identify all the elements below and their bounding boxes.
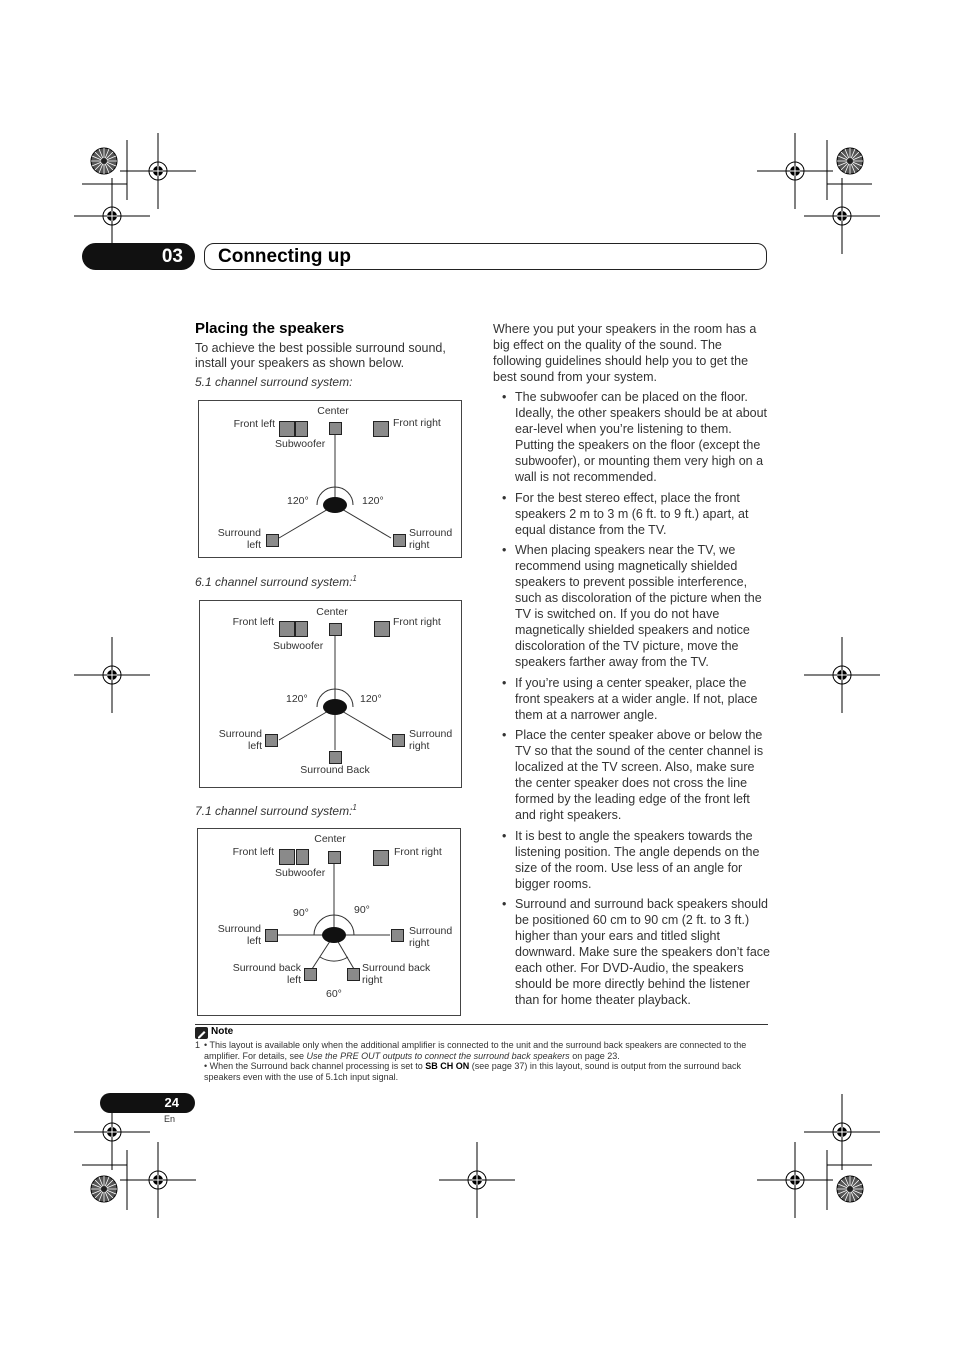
label-angle-left: 90° [293,907,309,919]
speaker-surround-left [265,734,278,747]
section-title: Placing the speakers [195,320,345,337]
label-angle-right: 120° [360,693,382,705]
label-subwoofer: Subwoofer [275,438,326,450]
label-center: Center [317,405,349,417]
speaker-front-left [279,849,295,865]
speaker-center [329,422,342,435]
speaker-surround-back-left [304,968,317,981]
label-surround-back: Surround Back [300,764,370,776]
chapter-number: 03 [161,246,183,267]
speaker-surround-right [392,734,405,747]
guidelines-list [493,389,773,1013]
speaker-surround-right [393,534,406,547]
label-angle-left: 120° [286,693,308,705]
guidelines-intro: Where you put your speakers in the room has a big effect on the quality of the sound. The following guidelines should help you to get the best sound from your system. [493,322,757,384]
label-angle-right: 120° [362,495,384,507]
label-center: Center [314,833,346,845]
chapter-title: Connecting up [218,246,351,267]
section-intro: To achieve the best possible surround sound, install your speakers as shown below. [195,341,446,370]
label-angle-back: 60° [326,988,342,1000]
label-angle-left: 120° [287,495,309,507]
label-angle-right: 90° [354,904,370,916]
label-surround-back-left: Surround back left [232,962,301,986]
label-surround-right: Surround right [409,527,453,551]
diagram-6-1 [199,600,462,788]
label-subwoofer: Subwoofer [275,867,326,879]
guideline-item: • For the best stereo effect, place the front speakers 2 m to 3 m (6 ft. to 9 ft.) apart, at equal distance from the TV. [493,490,773,538]
speaker-front-left [279,621,295,637]
guideline-item: • When placing speakers near the TV, we recommend using magnetically shielded speakers to prevent possible interference, such as discoloration of the picture when the TV is switched on. If you do not have magnetically shielded speakers and notice discoloration of the TV picture, move the speakers farther away from the TV. [493,542,773,670]
label-surround-right: Surround right [409,728,453,752]
label-surround-left: Surround left [217,923,261,947]
guideline-item: • The subwoofer can be placed on the floor. Ideally, the other speakers should be at about ear-level when you’re listening to them. Putting the speakers on the floor (except the subwoofer), or mounting them very high on a wall is not recommended. [493,389,773,485]
label-front-right: Front right [393,417,441,429]
label-surround-left: Surround left [217,527,261,551]
speaker-subwoofer [295,621,308,637]
caption-6-1: 6.1 channel surround system:$^1$ [195,574,357,589]
label-subwoofer: Subwoofer [273,640,324,652]
speaker-surround-right [391,929,404,942]
label-front-right: Front right [393,616,441,628]
speaker-surround-left [265,929,278,942]
diagram-7-1 [197,828,461,1016]
note-heading: Note [211,1026,234,1037]
diagram-5-1 [198,400,462,558]
note-text: • This layout is available only when the additional amplifier is connected to the unit and the surround back speakers are connected to the amplifier. For details, see Use the PRE OUT outputs to connect the surround back speakers on page 23. • When the Surround back channel processing is set to SB CH ON (see page 37) in this layout, sound is output from the surround back speakers even with the use of 5.1ch input signal. [204,1040,747,1082]
page-language: En [164,1114,176,1124]
speaker-front-left [279,421,295,437]
label-front-left: Front left [233,418,275,430]
speaker-center [329,623,342,636]
speaker-surround-left [266,534,279,547]
note-footnote-number: 1 [195,1040,201,1050]
guideline-item: • Surround and surround back speakers should be positioned 60 cm to 90 cm (2 ft. to 3 ft.) higher than your ears and titled slight downward. Make sure the speakers don’t face each other. For DVD-Audio, the speakers should be more directly behind the listener than for home theater playback. [493,896,773,1008]
guideline-item: • It is best to angle the speakers towards the listening position. The angle depends on the size of the room. Use less of an angle for bigger rooms. [493,828,773,892]
speaker-front-right [373,421,389,437]
guideline-item: • Place the center speaker above or below the TV so that the sound of the center channel is localized at the TV screen. Also, make sure the center speaker does not cross the line formed by the leading edge of the front left and right speakers. [493,727,773,823]
label-surround-left: Surround left [218,728,262,752]
caption-7-1: 7.1 channel surround system:$^1$ [195,803,357,818]
speaker-surround-back [329,751,342,764]
note-divider [195,1024,768,1025]
speaker-center [328,851,341,864]
label-front-left: Front left [232,846,274,858]
label-surround-back-right: Surround back right [362,962,431,986]
speaker-subwoofer [296,849,309,865]
speaker-surround-back-right [347,968,360,981]
speaker-subwoofer [295,421,308,437]
caption-5-1: 5.1 channel surround system: [195,375,353,389]
speaker-front-right [374,621,390,637]
label-front-left: Front left [232,616,274,628]
page-number: 24 [164,1095,179,1110]
note-pencil-icon [195,1027,208,1039]
label-center: Center [316,606,348,618]
label-surround-right: Surround right [409,925,453,949]
speaker-front-right [373,850,389,866]
label-front-right: Front right [394,846,442,858]
guideline-item: • If you’re using a center speaker, place the front speakers at a wider angle. If not, place them at a narrower angle. [493,675,773,723]
